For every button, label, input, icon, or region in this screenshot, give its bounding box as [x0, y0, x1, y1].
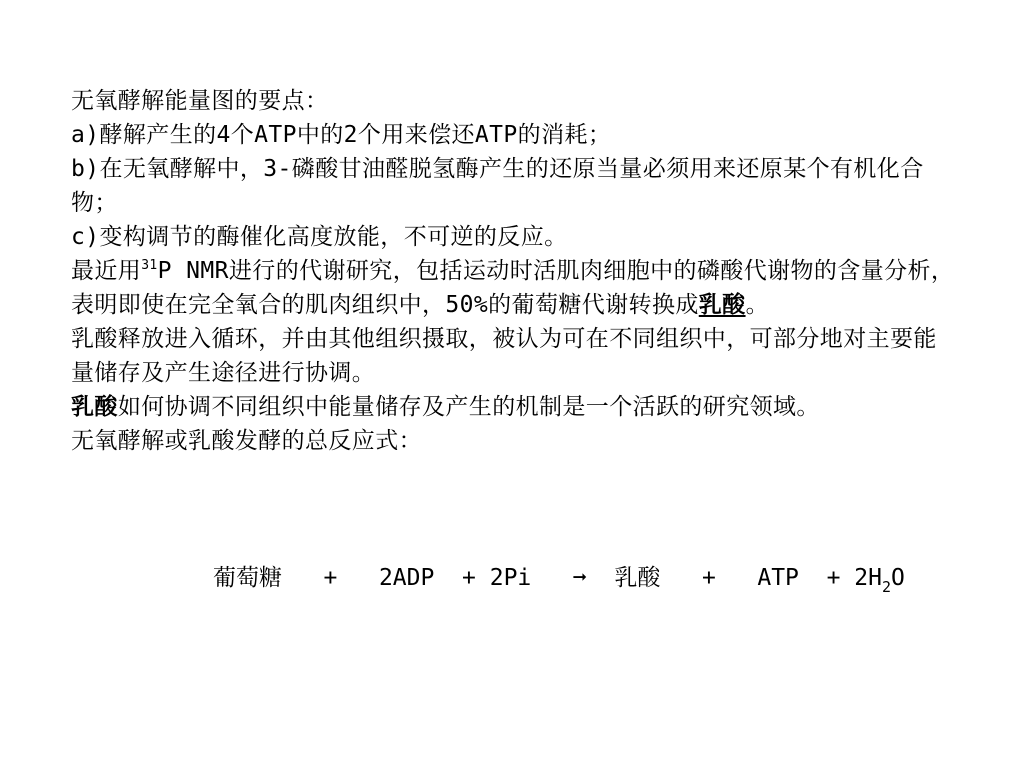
document-text	[71, 84, 957, 458]
eq-plus-1: +	[323, 565, 338, 591]
para1-mid: P NMR进行的代谢研究，包括运动时活肌肉细胞中的磷酸代谢物的含量分析，表明即使在完全氧合的肌肉组织中，50%的葡萄糖代谢转换成	[71, 258, 955, 318]
eq-atp: ATP	[757, 565, 799, 591]
point-c: c)变构调节的酶催化高度放能，不可逆的反应。	[71, 224, 568, 250]
reaction-equation	[213, 561, 905, 595]
paragraph-nmr	[71, 254, 957, 322]
eq-glucose: 葡萄糖	[213, 565, 282, 591]
eq-plus-water	[827, 561, 905, 595]
para1-superscript: 31	[141, 258, 158, 273]
para1-pre: 最近用	[71, 258, 142, 284]
para1-post: 。	[745, 292, 769, 318]
paragraph-circulation: 乳酸释放进入循环，并由其他组织摄取，被认为可在不同组织中，可部分地对主要能量储存及产生途径进行协调。	[71, 326, 937, 386]
eq-subscript-2: 2	[882, 578, 892, 596]
eq-plus-h: + 2H	[826, 565, 882, 591]
paragraph-research	[71, 390, 957, 424]
eq-lactate: 乳酸	[614, 565, 661, 591]
para3-lactate: 乳酸	[71, 394, 118, 420]
para3-rest: 如何协调不同组织中能量储存及产生的机制是一个活跃的研究领域。	[117, 394, 820, 420]
eq-arrow-icon: ➞	[572, 565, 587, 591]
eq-adp: 2ADP	[378, 565, 435, 591]
eq-plus-3: +	[701, 565, 716, 591]
heading: 无氧酵解能量图的要点：	[71, 88, 329, 114]
eq-plus-pi: + 2Pi	[462, 565, 532, 591]
equation-title: 无氧酵解或乳酸发酵的总反应式：	[71, 428, 422, 454]
eq-oxygen: O	[891, 565, 905, 591]
para1-lactate-link: 乳酸	[698, 292, 746, 318]
point-a: a)酵解产生的4个ATP中的2个用来偿还ATP的消耗；	[71, 122, 612, 148]
point-b: b)在无氧酵解中，3-磷酸甘油醛脱氢酶产生的还原当量必须用来还原某个有机化合物；	[71, 156, 924, 216]
